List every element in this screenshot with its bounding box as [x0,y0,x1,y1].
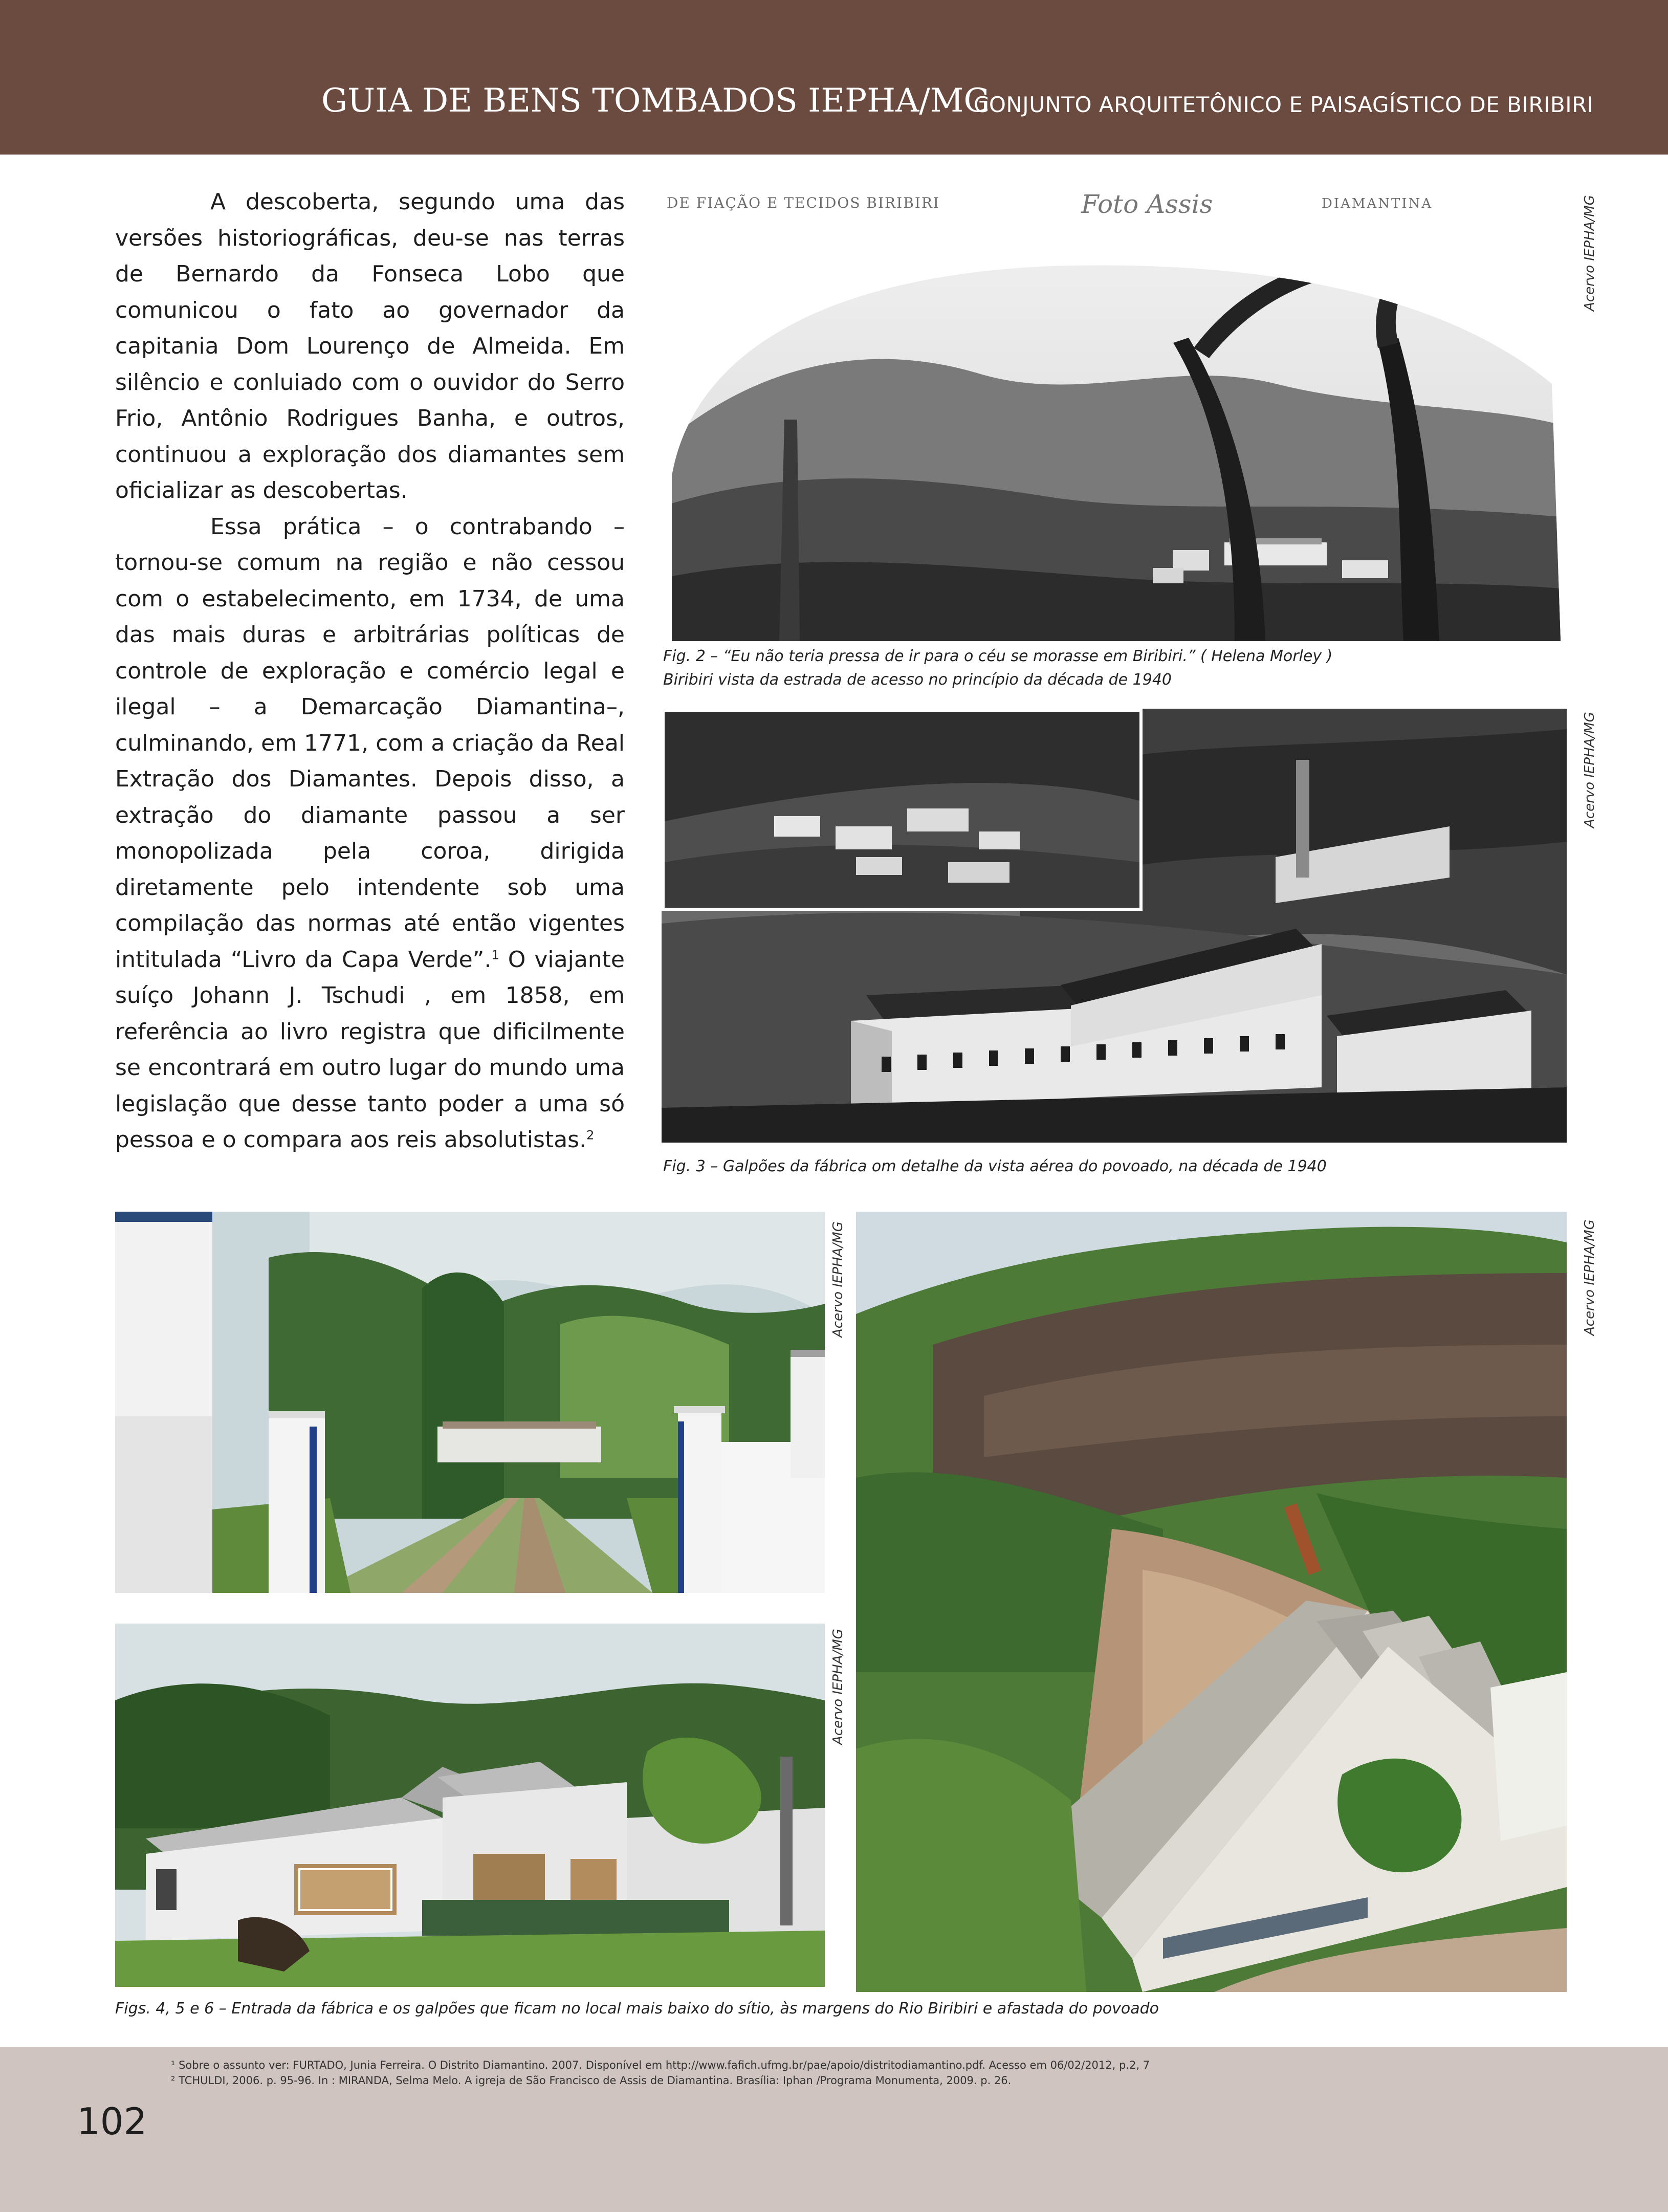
fig4-credit: Acervo IEPHA/MG [830,1221,846,1338]
fig2-caption-line1: Fig. 2 – “Eu não teria pressa de ir para o céu se morasse em Biribiri.” ( Helena Morley ) [663,647,1333,665]
fig5-credit: Acervo IEPHA/MG [830,1629,846,1745]
fig3-caption: Fig. 3 – Galpões da fábrica om detalhe da vista aérea do povoado, na década de 1940 [663,1157,1327,1175]
fig6-photo [856,1212,1567,1992]
figs456-caption: Figs. 4, 5 e 6 – Entrada da fábrica e os galpões que ficam no local mais baixo do sítio, às margens do Rio Biribiri e afastada do povoado [115,2000,1159,2018]
footnote-ref-2: 2 [586,1128,595,1143]
fig2-photo [662,189,1561,641]
fig2-stamp-signature: Foto Assis [1081,189,1213,219]
footnote-2: ² TCHULDI, 2006. p. 95-96. In : MIRANDA, Selma Melo. A igreja de São Francisco de Assis de Diamantina. Brasília: Iphan /Programa Monumenta, 2009. p. 26. [171,2074,1012,2087]
paragraph-1: A descoberta, segundo uma das versões historiográficas, deu-se nas terras de Bernardo da Fonseca Lobo que comunicou o fato ao governador da capitania Dom Lourenço de Almeida. Em silêncio e conluiado com o ouvidor do Serro Frio, Antônio Rodrigues Banha, e outros, continuou a exploração dos diamantes sem oficializar as descobertas. [115,189,625,503]
page-number: 102 [77,2100,147,2143]
fig5-photo [115,1624,825,1987]
paragraph-2-part-b: O viajante suíço Johann J. Tschudi , em 1858, em referência ao livro registra que dificilmente se encontrará em outro lugar do mundo uma legislação que desse tanto poder a uma só pessoa e o compara aos reis absolutistas. [115,946,625,1153]
fig3-credit: Acervo IEPHA/MG [1582,712,1597,828]
body-text [115,184,625,1158]
fig2-stamp-left: DE FIAÇÃO E TECIDOS BIRIBIRI [667,194,940,211]
paragraph-2 [115,509,625,1158]
fig4-photo [115,1212,825,1593]
paragraph-2-part-a: Essa prática – o contrabando – tornou-se comum na região e não cessou com o estabelecimento, em 1734, de uma das mais duras e arbitrárias políticas de controle de exploração e comércio legal e ilegal – a Demarcação Diamantina–, culminando, em 1771, com a criação da Real Extração dos Diamantes. Depois disso, a extração do diamante passou a ser monopolizada pela coroa, dirigida diretamente pelo intendente sob uma compilação das normas até então vigentes intitulada “Livro da Capa Verde”. [115,513,625,973]
fig2-credit: Acervo IEPHA/MG [1582,195,1597,311]
fig3-photo [662,709,1567,1143]
page-footer [0,2047,1668,2212]
footnote-ref-1: 1 [491,947,499,962]
fig6-credit: Acervo IEPHA/MG [1582,1219,1597,1335]
footnote-1: ¹ Sobre o assunto ver: FURTADO, Junia Ferreira. O Distrito Diamantino. 2007. Disponível em http://www.fafich.ufmg.br/pae/apoio/distritodiamantino.pdf. Acesso em 06/02/2012, p.2, 7 [171,2059,1150,2071]
section-title: CONJUNTO ARQUITETÔNICO E PAISAGÍSTICO DE BIRIBIRI [974,92,1594,117]
publication-title: GUIA DE BENS TOMBADOS IEPHA/MG [321,82,990,120]
fig2-stamp-right: DIAMANTINA [1322,196,1433,211]
fig2-caption-line2: Biribiri vista da estrada de acesso no princípio da década de 1940 [663,671,1172,689]
page-header [0,0,1668,155]
